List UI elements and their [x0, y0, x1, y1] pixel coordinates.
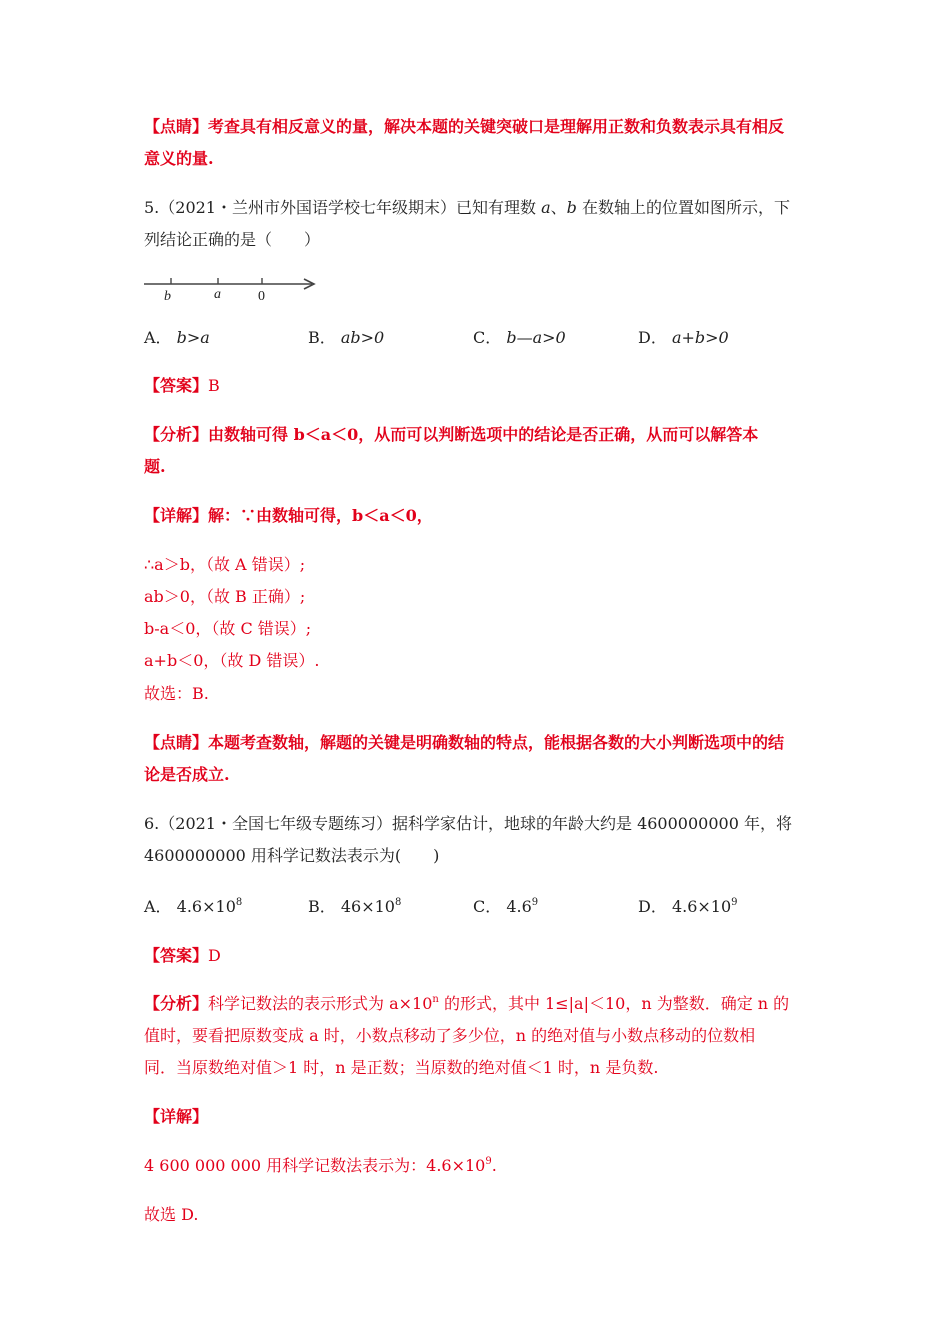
q6-analysis-line2: 值时，要看把原数变成 a 时，小数点移动了多少位，n 的绝对值与小数点移动的位数相 [144, 1026, 756, 1045]
q5-option-b: B． ab>0 [308, 328, 385, 347]
q6-detail-line: 4 600 000 000 用科学记数法表示为：$4.6\times 10^9$. [144, 1156, 497, 1175]
q5-answer: 【答案】B [144, 376, 220, 395]
q6-answer: 【答案】D [144, 946, 221, 965]
q5-step-3: b-a＜0，（故 C 错误）; [144, 619, 312, 638]
dianjing-prev-line1: 【点睛】考查具有相反意义的量，解决本题的关键突破口是理解用正数和负数表示具有相反 [144, 117, 785, 136]
number-line-figure [144, 270, 319, 306]
q6-conclusion: 故选 D. [144, 1205, 199, 1224]
q6-analysis-line3: 同．当原数绝对值＞1 时，n 是正数；当原数的绝对值＜1 时，n 是负数. [144, 1058, 659, 1077]
q5-step-1: ∴a＞b，（故 A 错误）; [144, 555, 306, 574]
q5-option-d: D． a+b>0 [638, 328, 729, 347]
q5-step-2: ab＞0，（故 B 正确）; [144, 587, 306, 606]
q6-analysis-line1: 【分析】科学记数法的表示形式为 $a\times 10^n$ 的形式，其中 1≤|a|＜10，n 为整数．确定 n 的 [144, 994, 790, 1013]
label-a: a [214, 287, 221, 302]
q5-step-4: a+b＜0，（故 D 错误）. [144, 651, 320, 670]
q6-option-a: A． $4.6\times 10^8$ [144, 897, 243, 916]
q5-conclusion: 故选：B. [144, 684, 209, 703]
q5-stem-line2: 列结论正确的是（ ） [144, 230, 321, 249]
q5-option-c: C． b—a>0 [473, 328, 566, 347]
q6-stem-line2: 4600000000 用科学记数法表示为( ) [144, 846, 440, 865]
dianjing-tag: 【点睛】 [144, 117, 209, 136]
q6-option-b: B． $46\times 10^8$ [308, 897, 402, 916]
q6-detail-tag: 【详解】 [144, 1107, 209, 1126]
q6-stem-line1: 6.（2021・全国七年级专题练习）据科学家估计，地球的年龄大约是 4600000000 年，将 [144, 814, 792, 833]
q5-dianjing-line2: 论是否成立. [144, 765, 230, 784]
label-0: 0 [258, 289, 265, 304]
label-b: b [164, 289, 171, 304]
q5-analysis-line2: 题. [144, 457, 166, 476]
q5-dianjing-line1: 【点睛】本题考查数轴，解题的关键是明确数轴的特点，能根据各数的大小判断选项中的结 [144, 733, 785, 752]
q5-analysis-line1: 【分析】由数轴可得 b＜a＜0，从而可以判断选项中的结论是否正确，从而可以解答本 [144, 425, 759, 444]
q5-option-a: A． b>a [144, 328, 210, 347]
q6-option-d: D． $4.6\times 10^9$ [638, 897, 738, 916]
q5-detail-line1: 【详解】解：∵由数轴可得，b＜a＜0， [144, 506, 433, 525]
dianjing-prev-line2: 意义的量. [144, 149, 214, 168]
q5-stem-line1: 5.（2021・兰州市外国语学校七年级期末）已知有理数 a、b 在数轴上的位置如图所示，下 [144, 198, 790, 217]
q6-option-c: C． $4.6^9$ [473, 897, 539, 916]
